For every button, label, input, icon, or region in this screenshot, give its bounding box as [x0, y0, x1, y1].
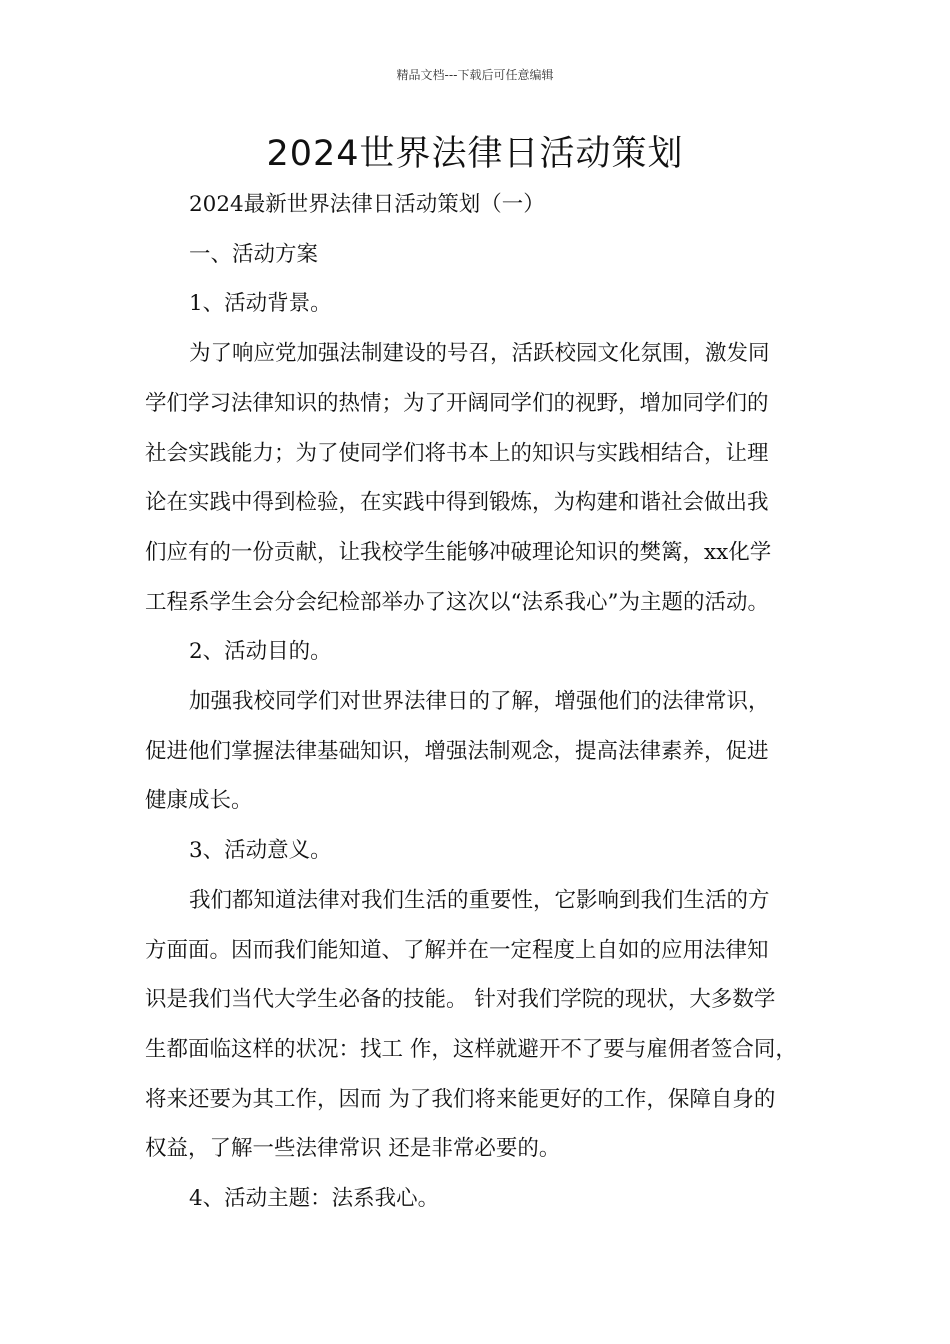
header-note: 精品文档---下载后可任意编辑 [396, 68, 554, 82]
paragraph-line: 健康成长。 [145, 788, 253, 814]
paragraph-background [145, 329, 835, 627]
paragraph-line: 促进他们掌握法律基础知识，增强法制观念，提高法律素养，促进 [145, 738, 769, 764]
paragraph-line: 识是我们当代大学生必备的技能。 针对我们学院的现状，大多数学 [145, 987, 776, 1013]
paragraph-line: 社会实践能力；为了使同学们将书本上的知识与实践相结合，让理 [145, 440, 769, 466]
paragraph-line: 方面面。因而我们能知道、了解并在一定程度上自如的应用法律知 [145, 937, 769, 963]
paragraph-line: 生都面临这样的状况：找工 作，这样就避开不了要与雇佣者签合同， [145, 1036, 797, 1062]
item-heading-purpose: 2、活动目的。 [189, 639, 332, 665]
paragraph-line: 为了响应党加强法制建设的号召，活跃校园文化氛围，激发同 [189, 341, 770, 367]
paragraph-line: 论在实践中得到检验，在实践中得到锻炼，为构建和谐社会做出我 [145, 490, 769, 516]
paragraph-line: 加强我校同学们对世界法律日的了解，增强他们的法律常识， [189, 689, 770, 715]
item-heading-theme: 4、活动主题：法系我心。 [189, 1186, 440, 1212]
item-heading-significance: 3、活动意义。 [189, 838, 332, 864]
paragraph-line: 将来还要为其工作，因而 为了我们将来能更好的工作，保障自身的 [145, 1086, 776, 1112]
section-heading: 一、活动方案 [189, 241, 319, 267]
paragraph-line: 工程系学生会分会纪检部举办了这次以“法系我心”为主题的活动。 [145, 589, 769, 615]
paragraph-line: 们应有的一份贡献，让我校学生能够冲破理论知识的樊篱，xx化学 [145, 539, 772, 565]
document-title: 2024世界法律日活动策划 [266, 134, 684, 174]
paragraph-line: 学们学习法律知识的热情；为了开阔同学们的视野，增加同学们的 [145, 390, 769, 416]
subtitle: 2024最新世界法律日活动策划（一） [189, 192, 545, 217]
item-heading-background: 1、活动背景。 [189, 291, 332, 317]
document-body [145, 180, 835, 1224]
paragraph-purpose [145, 677, 835, 826]
paragraph-line: 权益，了解一些法律常识 还是非常必要的。 [145, 1136, 561, 1162]
paragraph-significance [145, 876, 835, 1174]
paragraph-line: 我们都知道法律对我们生活的重要性，它影响到我们生活的方 [189, 887, 770, 913]
